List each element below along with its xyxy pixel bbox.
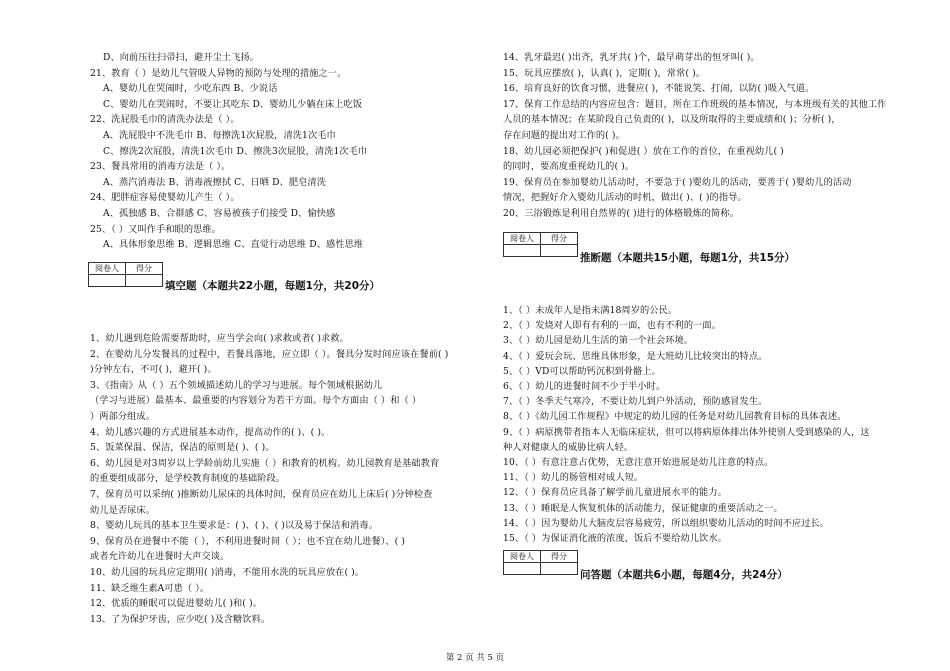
- score-cell: [541, 245, 578, 257]
- question-line: 19、保育员在参加婴幼儿活动时，不要急于( )婴幼儿的活动，要善于( )婴幼儿的活动: [503, 176, 852, 188]
- question-line: 3、（ ）幼儿园是幼儿生活的第一个社会环境。: [503, 335, 694, 347]
- question-line: 10、幼儿园的玩具应定期用( )消毒，不能用水洗的玩具应放在( )。: [90, 567, 365, 578]
- question-line: )分钟左右，不可( )，避开( )。: [90, 364, 217, 376]
- question-line: 6、（ ）幼儿的进餐时间不少于半小时。: [503, 381, 666, 392]
- question-line: 人员的基本情况；在某阶段自己负责的( )，以及所取得的主要成绩和( )；分析( )，: [503, 114, 841, 126]
- question-line: C、擦洗2次屁股，清洗1次毛巾 D、擦洗3次屁股，清洗1次毛巾: [103, 145, 368, 157]
- question-line: 11、（ ）幼儿的肠管相对成人短。: [503, 472, 644, 484]
- question-line: 9、保育员在进餐中不能（ ），不利用进餐时间（ ）；也不宜在幼儿进餐）、( ): [90, 535, 406, 547]
- score-cell: [541, 563, 578, 575]
- question-line: A、蒸汽消毒法 B、消毒液擦拭 C、日晒 D、肥皂清洗: [103, 176, 326, 188]
- score-label: 得分: [541, 233, 578, 245]
- question-line: 1、幼儿遇到危险需要帮助时，应当学会向( )求救或者( )求救。: [90, 333, 349, 344]
- question-line: 18、幼儿园必须把保护( )和促进( ）放在工作的首位，在重视幼儿( ): [503, 145, 784, 157]
- question-line: 23、餐具常用的消毒方法是（ ）。: [90, 161, 231, 173]
- question-line: 14、（ ）因为婴幼儿大脑皮层容易疲劳，所以组织婴幼儿活动的时间不应过长。: [503, 517, 830, 529]
- question-line: 4、幼儿感兴趣的方式进展基本动作，提高动作的( )、( )。: [90, 426, 331, 438]
- judge-section-title: 推断题（本题共15小题，每题1分，共15分）: [580, 252, 796, 264]
- question-line: 21、教育（ ）是幼儿气管吸人异物的预防与处理的措施之一。: [90, 67, 347, 79]
- question-line: 24、肥胖症容易使婴幼儿产生（ ）。: [90, 192, 240, 204]
- judge-score-box: [503, 232, 578, 257]
- reviewer-cell: [89, 275, 126, 287]
- question-line: 17、保育工作总结的内容应包含：题目，所在工作班级的基本情况，与本班级有关的其他工作: [503, 98, 887, 110]
- question-line: 幼儿是否尿床。: [90, 504, 156, 516]
- question-line: 或者允许幼儿在进餐时大声交谈。: [90, 551, 230, 563]
- reviewer-label: 阅卷人: [504, 233, 541, 245]
- question-line: 9、（ ）病原携带者指本人无临床症状，但可以将病原体排出体外使别人受到感染的人，这: [503, 426, 870, 438]
- question-line: A、孤独感 B、合群感 C、容易被孩子们接受 D、愉快感: [103, 208, 336, 219]
- qa-section-title: 问答题（本题共6小题，每题4分，共24分）: [580, 569, 788, 581]
- question-line: 2、（ ）发烧对人即有有利的一面，也有不利的一面。: [503, 320, 721, 332]
- score-label: 得分: [126, 263, 163, 275]
- question-line: （学习与进展）最基本、最重要的内容划分为若干方面。每个方面由（ ）和（ ）: [90, 395, 422, 407]
- question-line: 8、（ ）《幼儿园工作规程》中规定的幼儿园的任务是对幼儿园教育目标的具体表述。: [503, 411, 847, 423]
- question-line: 25、（ ）又叫作手和眼的思维。: [90, 223, 222, 235]
- question-line: 的同时，要高度重视幼儿的( )。: [503, 161, 635, 173]
- fill-score-box: [88, 262, 163, 287]
- question-line: 存在问题的提出对工作的( )。: [503, 130, 625, 141]
- question-line: A、洗屁股中不洗毛巾 B、每擦洗1次屁股，清洗1次毛巾: [103, 130, 336, 141]
- question-line: 1、（ ）未成年人是指未满18周岁的公民。: [503, 305, 678, 316]
- question-line: 种人对健康人的威胁比病人轻。: [503, 441, 634, 453]
- question-line: A、具体形象思维 B、逻辑思维 C、直觉行动思维 D、感性思维: [103, 239, 364, 251]
- fill-section-title: 填空题（本题共22小题，每题1分，共20分）: [165, 280, 381, 292]
- question-line: 情况，把握好介入婴幼儿活动的时机，做出( )、( )的指导。: [503, 192, 747, 204]
- question-line: 16、培育良好的饮食习惯，进餐应( )，不能说笑、打闹，以防( )吸入气道。: [503, 83, 815, 95]
- question-line: ）两部分组成。: [90, 411, 156, 422]
- question-line: 6、幼儿园是对3周岁以上学龄前幼儿实施（ ）和教育的机构。幼儿园教育是基础教育: [90, 457, 440, 469]
- question-line: 的重要组成部分，是学校教育制度的基础阶段。: [90, 473, 286, 485]
- question-line: 7、保育员可以采纳( )推断幼儿尿床的具体时间，保育员应在幼儿上床后( )分钟检查: [90, 489, 433, 500]
- page-footer: 第 2 页 共 5 页: [445, 653, 505, 663]
- question-line: 2、在婴幼儿分发餐具的过程中，若餐具落地，应立即（ ）。餐具分发时间应该在餐前( ): [90, 348, 449, 360]
- question-line: 20、三浴锻炼是利用自然界的( )进行的体格锻炼的简称。: [503, 208, 739, 219]
- score-label: 得分: [541, 551, 578, 563]
- reviewer-label: 阅卷人: [89, 263, 126, 275]
- question-line: 8、婴幼儿玩具的基本卫生要求是：( )、( )、( )以及易于保洁和消毒。: [90, 520, 378, 532]
- question-line: 3、《指南》从（ ）五个领域描述幼儿的学习与进展。每个领域根据幼儿: [90, 379, 383, 391]
- reviewer-cell: [504, 245, 541, 257]
- question-line: 7、（ ）冬季天气寒冷，不要让幼儿到户外活动，预防感冒发生。: [503, 396, 768, 408]
- reviewer-label: 阅卷人: [504, 551, 541, 563]
- question-line: 5、饭菜保温、保洁，保洁的原则是( )、( )。: [90, 442, 275, 454]
- reviewer-cell: [504, 563, 541, 575]
- question-line: 10、（ ）有意注意占优势，无意注意开始进展是幼儿注意的特点。: [503, 457, 774, 468]
- question-line: 4、（ ）爱玩会玩、思维具体形象，是大班幼儿比较突出的特点。: [503, 350, 768, 362]
- question-line: 14、乳牙最迟( )出齐，乳牙共( )个，最早萌芽出的恒牙叫( )。: [503, 52, 760, 63]
- question-line: 12、优质的睡眠可以促进婴幼儿( )和( )。: [90, 598, 262, 610]
- question-line: 13、（ ）睡眠是人恢复机体的活动能力，保证健康的重要活动之一。: [503, 502, 783, 514]
- question-line: A、婴幼儿在哭闹时，少吃东西 B、少说话: [103, 83, 278, 95]
- question-line: 22、洗屁股毛巾的清洗办法是（ ）。: [90, 114, 240, 126]
- score-cell: [126, 275, 163, 287]
- question-line: 15、（ ）为保证消化液的浓度，饭后不要给幼儿饮水。: [503, 533, 727, 544]
- question-line: 12、（ ）保育员应具备了解学前儿童进展水平的能力。: [503, 487, 727, 499]
- question-line: D、向前压往扫帚扫，避开尘土飞扬。: [103, 52, 260, 63]
- question-line: 5、（ ）VD可以帮助钙沉积到骨骼上。: [503, 365, 661, 377]
- question-line: C、婴幼儿在哭闹时，不要让其吃东 D、婴幼儿少躺在床上吃饭: [103, 98, 363, 110]
- question-line: 13、了为保护牙齿，应少吃( )及含糖饮料。: [90, 613, 271, 625]
- question-line: 15、玩具应摆放( )，认真( )，定期( )，常常( )。: [503, 67, 706, 79]
- question-line: 11、缺乏维生素A可患（ ）。: [90, 582, 210, 594]
- qa-score-box: [503, 550, 578, 575]
